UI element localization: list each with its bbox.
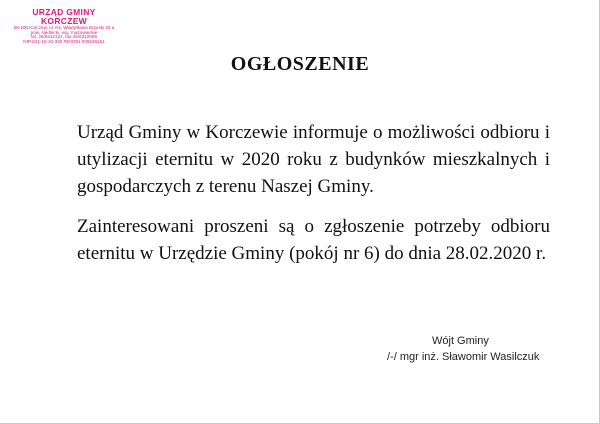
signature-title: Wójt Gminy [432, 335, 489, 347]
stamp-registry-line: NIP 821-10-10-330 REGON 000536261 [23, 39, 105, 45]
office-stamp [8, 8, 120, 45]
stamp-office-name: URZĄD GMINY [32, 7, 96, 17]
signature-name: /-/ mgr inż. Sławomir Wasilczuk [387, 351, 540, 363]
stamp-place-name: KORCZEW [40, 15, 87, 26]
announcement-title: OGŁOSZENIE [230, 53, 370, 75]
stamp-phone-line: tel. 25/6312122, fax 25/6312089 [31, 34, 97, 40]
stamp-address-line: 08-108 Korczew, ul. Ks. Władysława Brzuski 20 a [13, 24, 115, 30]
announcement-paragraph-1: Urząd Gminy w Korczewie informuje o możliwości odbioru i utylizacji eternitu w 2020 roku z budynków mieszkalnych i gospodarczych z terenu Naszej Gminy. [77, 122, 550, 197]
stamp-district-line: pow. siedlecki, woj. mazowieckie [30, 29, 98, 35]
announcement-paragraph-2: Zainteresowani proszeni są o zgłoszenie potrzeby odbioru eternitu w Urzędzie Gminy (pokój nr 6) do dnia 28.02.2020 r. [77, 216, 550, 264]
